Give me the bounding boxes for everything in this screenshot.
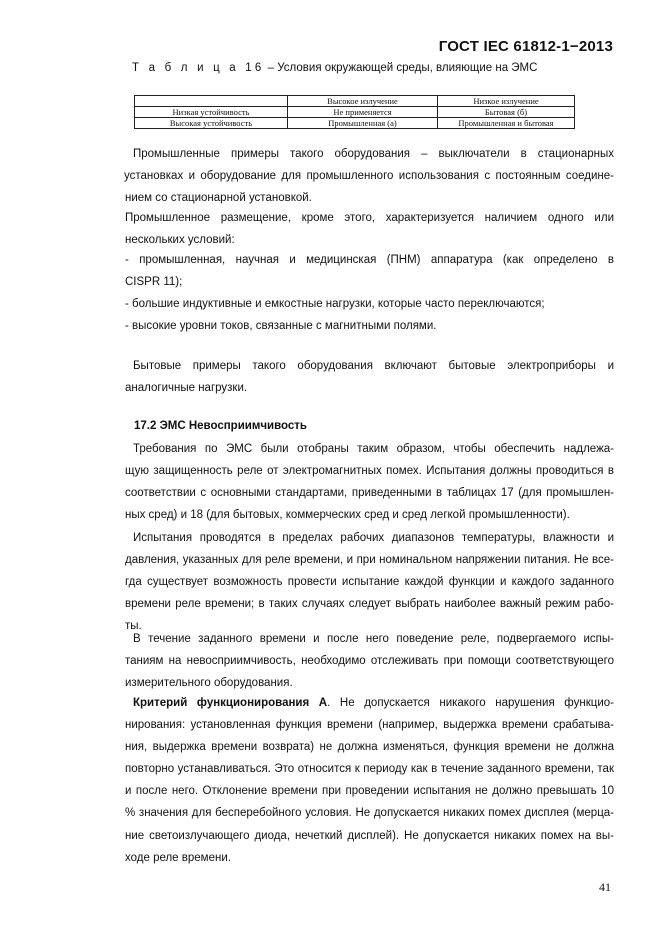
paragraph-test-conditions <box>125 527 614 637</box>
standard-code: ГОСТ IEC 61812-1−2013 <box>438 38 613 55</box>
criterion-text: . Не допускается никакого нарушения функцио- <box>327 697 614 709</box>
environment-table <box>134 95 575 129</box>
table-cell: Низкая устойчивость <box>135 107 288 118</box>
table-header-cell: Низкое излучение <box>438 96 575 107</box>
text-line: установках и оборудование для промышленного использования с постоянным соедине- <box>124 170 614 183</box>
text-line: времени реле времени; в таких случаях следует выбрать наиболее важный режим рабо- <box>125 598 614 611</box>
text-line: Бытовые примеры такого оборудования включают бытовые электроприборы и <box>133 360 614 372</box>
list-item-continuation: CISPR 11); <box>125 276 183 289</box>
paragraph-industrial-placement <box>125 207 614 251</box>
paragraph-monitoring <box>125 628 614 694</box>
table-cell: Не применяется <box>288 107 438 118</box>
paragraph-industrial-examples <box>125 143 614 209</box>
text-line: ние светоизлучающего диода, нечеткий дисплей). Не допускается никаких помех на вы- <box>125 829 614 842</box>
table-cell: Высокая устойчивость <box>135 118 288 129</box>
table-row <box>135 107 575 118</box>
list-item: - высокие уровни токов, связанные с магнитными полями. <box>125 320 437 333</box>
text-line: Испытания проводятся в пределах рабочих диапазонов температуры, влажности и <box>133 532 614 544</box>
table-header-cell: Высокое излучение <box>288 96 438 107</box>
paragraph-emc-requirements <box>125 438 614 526</box>
table-cell: Промышленная и бытовая <box>438 118 575 129</box>
conditions-list <box>125 249 614 337</box>
text-line: соответствии с основными стандартами, приведенными в таблицах 17 (для промышлен- <box>125 487 614 500</box>
text-line: измерительного оборудования. <box>125 677 293 690</box>
page-number: 41 <box>599 880 611 894</box>
paragraph-criterion-a <box>125 692 614 869</box>
section-heading <box>134 415 623 437</box>
section-heading-text: 17.2 ЭМС Невосприимчивость <box>134 420 307 432</box>
text-line: повторно устанавливаться. Это относится к периоду как в течение заданного времени, так <box>125 763 614 776</box>
text-line: нескольких условий: <box>125 234 235 247</box>
table-caption <box>132 62 537 74</box>
table-cell: Промышленная (а) <box>288 118 438 129</box>
criterion-label: Критерий функционирования А <box>133 697 328 709</box>
text-line: нирования: установленная функция времени (например, выдержка времени срабатыва- <box>125 719 614 732</box>
text-line: щую защищенность реле от электромагнитных помех. Испытания должны проводиться в <box>125 465 614 478</box>
text-line: Промышленное размещение, кроме этого, характеризуется наличием одного или <box>125 212 614 224</box>
table-caption-text: – Условия окружающей среды, влияющие на ЭМС <box>264 62 538 74</box>
text-line: Промышленные примеры такого оборудования – выключатели в стационарных <box>133 148 614 160</box>
text-line <box>125 692 614 714</box>
text-line: таниям на невосприимчивость, необходимо отслеживать при помощи соответствующего <box>125 655 614 668</box>
text-line: давления, указанных для реле времени, и при номинальном напряжении питания. Не все- <box>125 554 614 567</box>
table-header-cell <box>135 96 288 107</box>
text-line: ных сред) и 18 (для бытовых, коммерческих сред и сред легкой промышленности). <box>125 509 570 522</box>
text-line: ходе реле времени. <box>125 851 231 864</box>
text-line: нием со стационарной установкой. <box>125 192 312 205</box>
list-item: - большие индуктивные и емкостные нагрузки, которые часто переключаются; <box>125 298 545 311</box>
table-cell: Бытовая (б) <box>438 107 575 118</box>
text-line: гда существует возможность провести испытание каждой функции и каждого заданного <box>125 576 614 589</box>
text-line: В течение заданного времени и после него поведение реле, подвергаемого испы- <box>133 633 614 645</box>
text-line: ния, выдержка времени возврата) не должна изменяться, функция времени не должна <box>125 741 614 754</box>
table-row <box>135 118 575 129</box>
table-header-row <box>135 96 575 107</box>
paragraph-household-examples <box>125 355 614 399</box>
text-line: ты. <box>125 620 142 633</box>
text-line: и после него. Отклонение времени при проведении испытания не должно превышать 10 <box>125 785 614 798</box>
text-line: % значения для бесперебойного условия. Не допускается никаких помех дисплея (мерца- <box>125 807 614 820</box>
list-item: - промышленная, научная и медицинская (ПНМ) аппаратура (как определено в <box>125 254 614 266</box>
table-caption-label: Т а б л и ц а 16 <box>132 62 265 74</box>
text-line: аналогичные нагрузки. <box>125 382 248 395</box>
text-line: Требования по ЭМС были отобраны таким образом, чтобы обеспечить надлежа- <box>133 443 614 455</box>
